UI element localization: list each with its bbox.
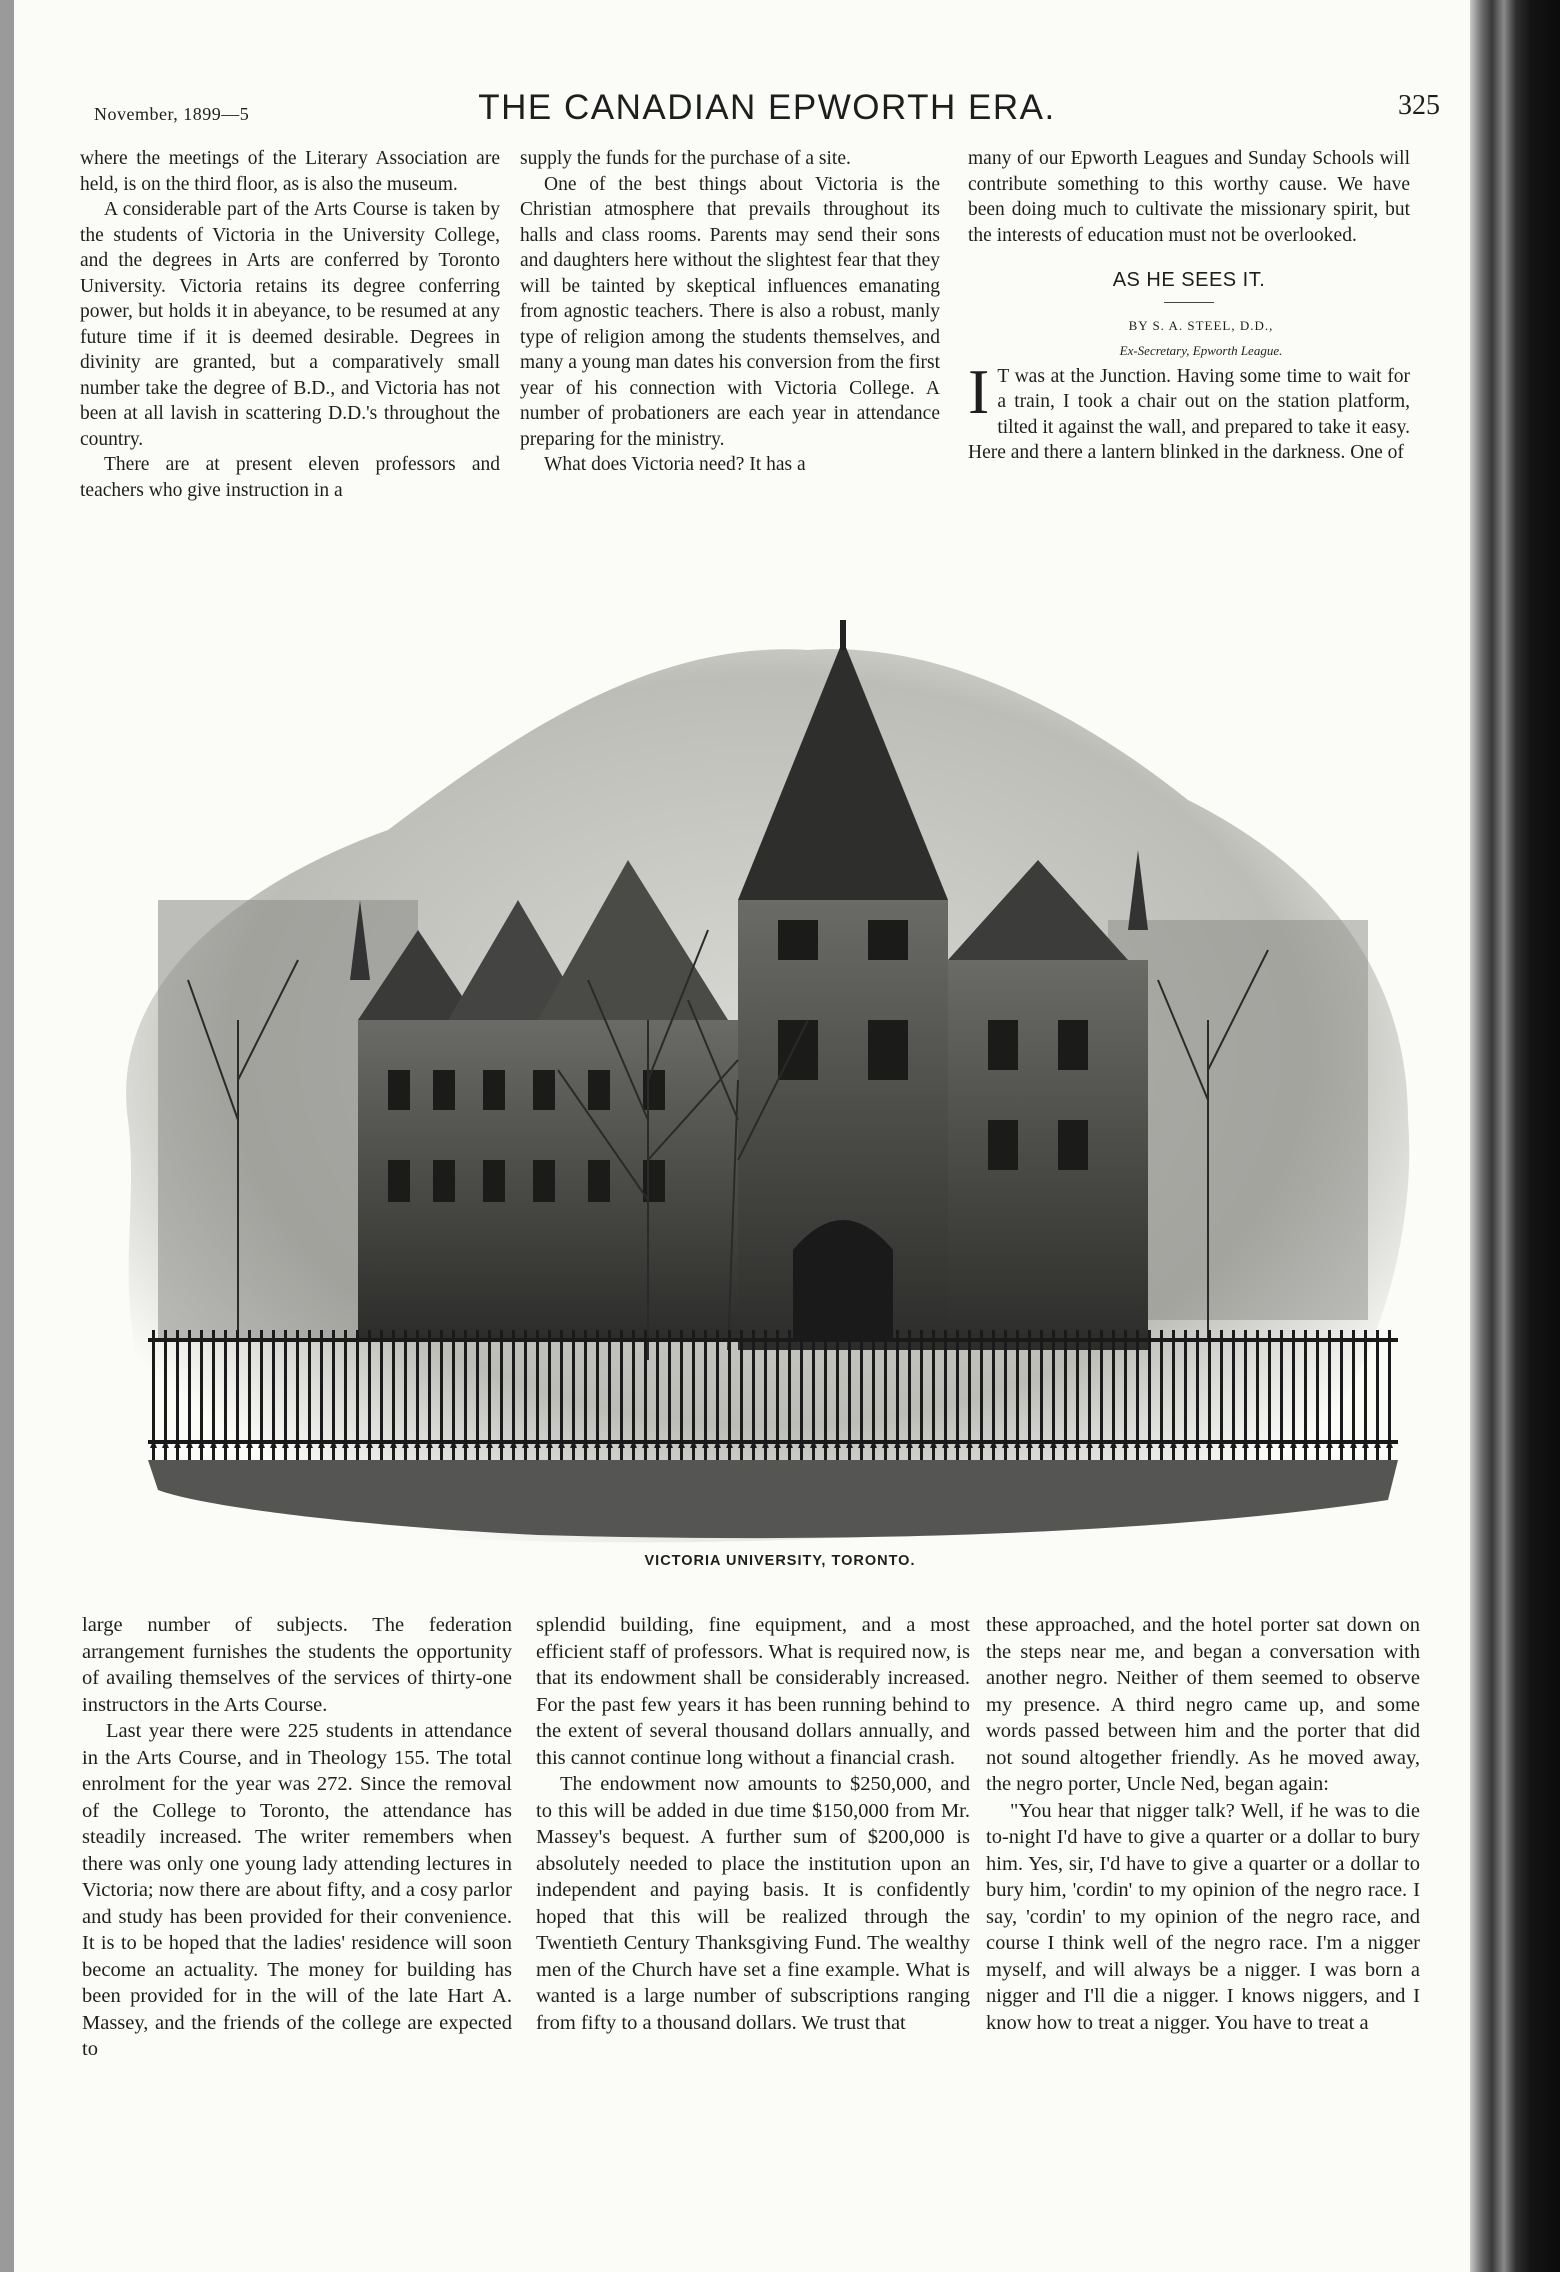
byline: BY S. A. STEEL, D.D.,	[1128, 317, 1274, 333]
paragraph: supply the funds for the purchase of a site.	[520, 148, 851, 169]
article-heading: AS HE SEES IT.	[1112, 269, 1266, 291]
paragraph: The endowment now amounts to $250,000, and to this will be added in due time $150,000 from Mr. Massey's bequest. A further sum of $200,000 is absolutely needed to place the institution upon an independent and paying basis. It is confidently hoped that this will be realized through the Twentieth Century Thanksgiving Fund. The wealthy men of the Church have set a fine example. What is wanted is a large number of subscriptions ranging from fifty to a thousand dollars. We trust that	[536, 1773, 970, 2034]
paragraph: A considerable part of the Arts Course is taken by the students of Victoria in the University College, and the degrees in Arts are conferred by Toronto University. Victoria retains its degree conferring power, but holds it in abeyance, to be resumed at any future time if it is deemed desirable. Degrees in divinity are granted, but a comparatively small number take the degree of B.D., and Victoria has not been at all lavish in scattering D.D.'s throughout the country.	[80, 199, 500, 450]
byline-role: Ex-Secretary, Epworth League.	[1119, 343, 1283, 358]
illustration-caption: VICTORIA UNIVERSITY, TORONTO.	[644, 1553, 916, 1569]
paragraph: splendid building, fine equipment, and a most efficient staff of professors. What is required now, is that its endowment shall be considerably increased. For the past few years it has been running behind to the extent of several thousand dollars annually, and this cannot continue long without a financial crash.	[536, 1614, 970, 1769]
top-column-1	[80, 146, 500, 503]
paragraph: One of the best things about Victoria is the Christian atmosphere that prevails throughout its halls and class rooms. Parents may send their sons and daughters here without the slightest fear that they will be tainted by skeptical influences emanating from agnostic teachers. There is also a robust, manly type of religion among the students themselves, and many a young man dates his conversion from the first year of his connection with Victoria College. A number of probationers are each year in attendance preparing for the ministry.	[520, 173, 940, 450]
opening-text: T was at the Junction. Having some time to wait for a train, I took a chair out on the station platform, tilted it against the wall, and prepared to take it easy. Here and there a lantern blinked in the darkness. One of	[968, 365, 1410, 463]
paragraph: "You hear that nigger talk? Well, if he was to die to-night I'd have to give a quarter or a dollar to bury him. Yes, sir, I'd have to give a quarter or a dollar to bury him, 'cordin' to my opinion of the negro race. I say, 'cordin' to my opinion of the negro race, and course I think well of the negro race. I'm a nigger myself, and will always be a nigger. I was born a nigger and I'll die a nigger. I knows niggers, and I know how to treat a nigger. You have to treat a	[986, 1799, 1420, 2034]
paragraph: There are at present eleven professors and teachers who give instruction in a	[80, 454, 500, 501]
magazine-page	[60, 70, 1460, 2250]
left-margin-shadow	[0, 0, 14, 2272]
top-column-3	[968, 146, 1410, 466]
heading-rule	[1164, 302, 1214, 303]
binding-edge	[1470, 0, 1560, 2272]
building-engraving	[88, 600, 1440, 1590]
top-column-2	[520, 146, 940, 478]
bottom-column-1	[82, 1612, 512, 2063]
fence-bottom-rail	[148, 1440, 1398, 1444]
page-number: 325	[1398, 90, 1440, 121]
foreground-lawn	[148, 1460, 1398, 1538]
fence-top-rail	[148, 1338, 1398, 1342]
paragraph: Last year there were 225 students in attendance in the Arts Course, and in Theology 155. The total enrolment for the year was 272. Since the removal of the College to Toronto, the attendance has steadily increased. The writer remembers when there was only one young lady attending lectures in Victoria; now there are about fifty, and a cosy parlor and study has been provided for their convenience. It is to be hoped that the ladies' residence will soon become an actuality. The money for building has been provided for in the will of the late Hart A. Massey, and the friends of the college are expected to	[82, 1720, 512, 2060]
paragraph: where the meetings of the Literary Association are held, is on the third floor, as is also the museum.	[80, 148, 500, 195]
paragraph: What does Victoria need? It has a	[544, 454, 806, 475]
issue-date: November, 1899—5	[94, 104, 250, 124]
running-head	[94, 84, 1440, 144]
article-opening	[968, 355, 1410, 466]
paragraph: these approached, and the hotel porter sat down on the steps near me, and began a conversation with another negro. Neither of them seemed to observe my presence. A third negro came up, and some words passed between him and the porter that did not sound altogether friendly. As he moved away, the negro porter, Uncle Ned, began again:	[986, 1614, 1420, 1795]
bottom-column-2	[536, 1612, 970, 2036]
paragraph: many of our Epworth Leagues and Sunday Schools will contribute something to this worthy cause. We have been doing much to cultivate the missionary spirit, but the interests of education must not be overlooked.	[968, 148, 1410, 246]
drop-cap: I	[968, 355, 990, 427]
paragraph: large number of subjects. The federation arrangement furnishes the students the opportunity of availing themselves of the services of thirty-one instructors in the Arts Course.	[82, 1614, 512, 1716]
publication-title: THE CANADIAN EPWORTH ERA.	[478, 88, 1056, 127]
bottom-column-3	[986, 1612, 1420, 2036]
